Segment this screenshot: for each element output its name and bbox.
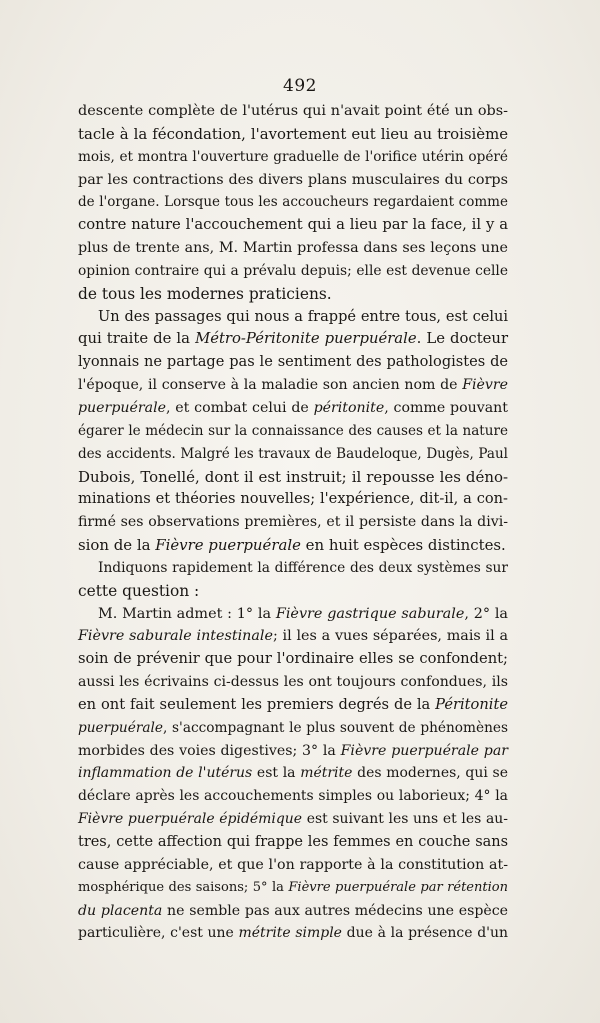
italic-text: métrite simple [238, 925, 342, 942]
text-run: tres, cette affection qui frappe les femmes en couche sans [78, 834, 508, 850]
text-run: est la [252, 765, 301, 782]
text-line [78, 785, 508, 808]
text-run: opinion contraire qui a prévalu depuis; elle est devenue celle [78, 262, 508, 279]
italic-text: péritonite [313, 399, 385, 416]
text-line [78, 580, 508, 603]
text-run: est suivant les uns et les au- [302, 811, 508, 828]
text-run: lyonnais ne partage pas le sentiment des pathologistes de [78, 353, 508, 371]
italic-text: Fièvre puerpuérale épidémique [78, 811, 303, 828]
text-line [78, 717, 508, 740]
italic-text: Fièvre gastrique saburale [275, 605, 465, 622]
text-run: , 2° la [464, 605, 508, 622]
text-run: de tous les modernes praticiens. [78, 284, 332, 303]
text-line [78, 123, 508, 146]
text-line [78, 283, 508, 306]
text-run: sion de la [78, 536, 156, 555]
text-run: cause appréciable, et que l'on rapporte à la constitution at- [78, 856, 508, 873]
text-run: plus de trente ans, M. Martin professa dans ses leçons une [78, 240, 508, 257]
text-line [78, 511, 508, 534]
italic-text: Métro-Péritonite puerpuérale [195, 330, 417, 348]
text-line [78, 808, 508, 831]
text-run: contre nature l'accouchement qui a lieu par la face, il y a [78, 216, 508, 234]
italic-text: métrite [300, 765, 353, 782]
text-line [78, 625, 508, 648]
text-line [78, 671, 508, 694]
text-run: Indiquons rapidement la différence des deux systèmes sur [98, 559, 508, 576]
text-line [78, 100, 508, 123]
text-run: des accidents. Malgré les travaux de Baudeloque, Dugès, Paul [78, 445, 508, 462]
italic-text: puerpuérale [78, 719, 163, 736]
text-line [78, 328, 508, 351]
text-line [78, 740, 508, 763]
text-line [78, 922, 508, 945]
text-run: l'époque, il conserve à la maladie son ancien nom de [78, 377, 463, 394]
text-line [78, 534, 508, 557]
text-line [78, 191, 508, 214]
text-run: morbides des voies digestives; 3° la [78, 742, 341, 759]
italic-text: Fièvre puerpuérale par [340, 742, 508, 759]
text-run: en ont fait seulement les premiers degrés de la [78, 695, 436, 713]
text-run: des modernes, qui se [352, 765, 508, 782]
text-run: ne semble pas aux autres médecins une espèce [162, 902, 508, 919]
text-line [78, 237, 508, 260]
italic-text: Fièvre puerpuérale [155, 536, 301, 555]
italic-text: Fièvre saburale intestinale [78, 628, 273, 645]
text-run: firmé ses observations premières, et il persiste dans la divi- [78, 514, 508, 531]
text-line [78, 854, 508, 877]
text-run: mosphérique des saisons; 5° la [78, 879, 289, 895]
text-line [78, 351, 508, 374]
text-line [78, 900, 508, 923]
text-run: , s'accompagnant le plus souvent de phénomènes [162, 719, 508, 736]
text-run: due à la présence d'un [341, 925, 508, 942]
text-line [78, 260, 508, 283]
italic-text: du placenta [78, 902, 163, 919]
text-line [78, 306, 508, 329]
text-run: Dubois, Tonellé, dont il est instruit; il repousse les déno- [78, 467, 508, 486]
text-run: particulière, c'est une [78, 925, 239, 942]
italic-text: Fièvre [462, 377, 508, 394]
text-line [78, 694, 508, 717]
text-line [78, 169, 508, 192]
text-run: M. Martin admet : 1° la [98, 605, 276, 622]
body-text [78, 100, 508, 945]
text-line [78, 557, 508, 580]
text-line [78, 420, 508, 443]
text-line [78, 466, 508, 489]
text-run: aussi les écrivains ci-dessus les ont toujours confondues, ils [78, 674, 508, 691]
text-line [78, 877, 508, 900]
text-line [78, 488, 508, 511]
text-line [78, 374, 508, 397]
text-run: déclare après les accouchements simples ou laborieux; 4° la [78, 788, 508, 805]
text-line [78, 831, 508, 854]
text-run: descente complète de l'utérus qui n'avait point été un obs- [78, 103, 508, 119]
text-run: minations et théories nouvelles; l'expérience, dit-il, a con- [78, 490, 508, 508]
text-run: ; il les a vues séparées, mais il a [272, 628, 508, 645]
text-run: de l'organe. Lorsque tous les accoucheurs regardaient comme [78, 194, 508, 211]
italic-text: inflammation de l'utérus [78, 765, 253, 782]
italic-text: Péritonite [435, 695, 508, 713]
italic-text: puerpuérale [78, 399, 166, 416]
text-run: mois, et montra l'ouverture graduelle de l'orifice utérin opéré [78, 148, 508, 165]
page-number: 492 [283, 76, 317, 96]
text-run: en huit espèces distinctes. [300, 536, 506, 555]
text-run: , comme pouvant [384, 399, 508, 416]
text-run: cette question : [78, 581, 200, 600]
text-run: , et combat celui de [166, 399, 314, 416]
text-run: soin de prévenir que pour l'ordinaire elles se confondent; [78, 650, 508, 668]
text-line [78, 397, 508, 420]
italic-text: Fièvre puerpuérale par rétention [288, 879, 508, 895]
text-line [78, 443, 508, 466]
text-run: par les contractions des divers plans musculaires du corps [78, 171, 508, 188]
text-line [78, 214, 508, 237]
text-run: . Le docteur [416, 330, 509, 348]
text-line [78, 762, 508, 785]
text-line [78, 146, 508, 169]
text-line [78, 603, 508, 626]
text-run: Un des passages qui nous a frappé entre tous, est celui [98, 308, 508, 325]
text-line [78, 648, 508, 671]
text-run: qui traite de la [78, 330, 196, 348]
text-run: tacle à la fécondation, l'avortement eut lieu au troisième [78, 124, 508, 143]
text-run: égarer le médecin sur la connaissance des causes et la nature [78, 422, 508, 439]
